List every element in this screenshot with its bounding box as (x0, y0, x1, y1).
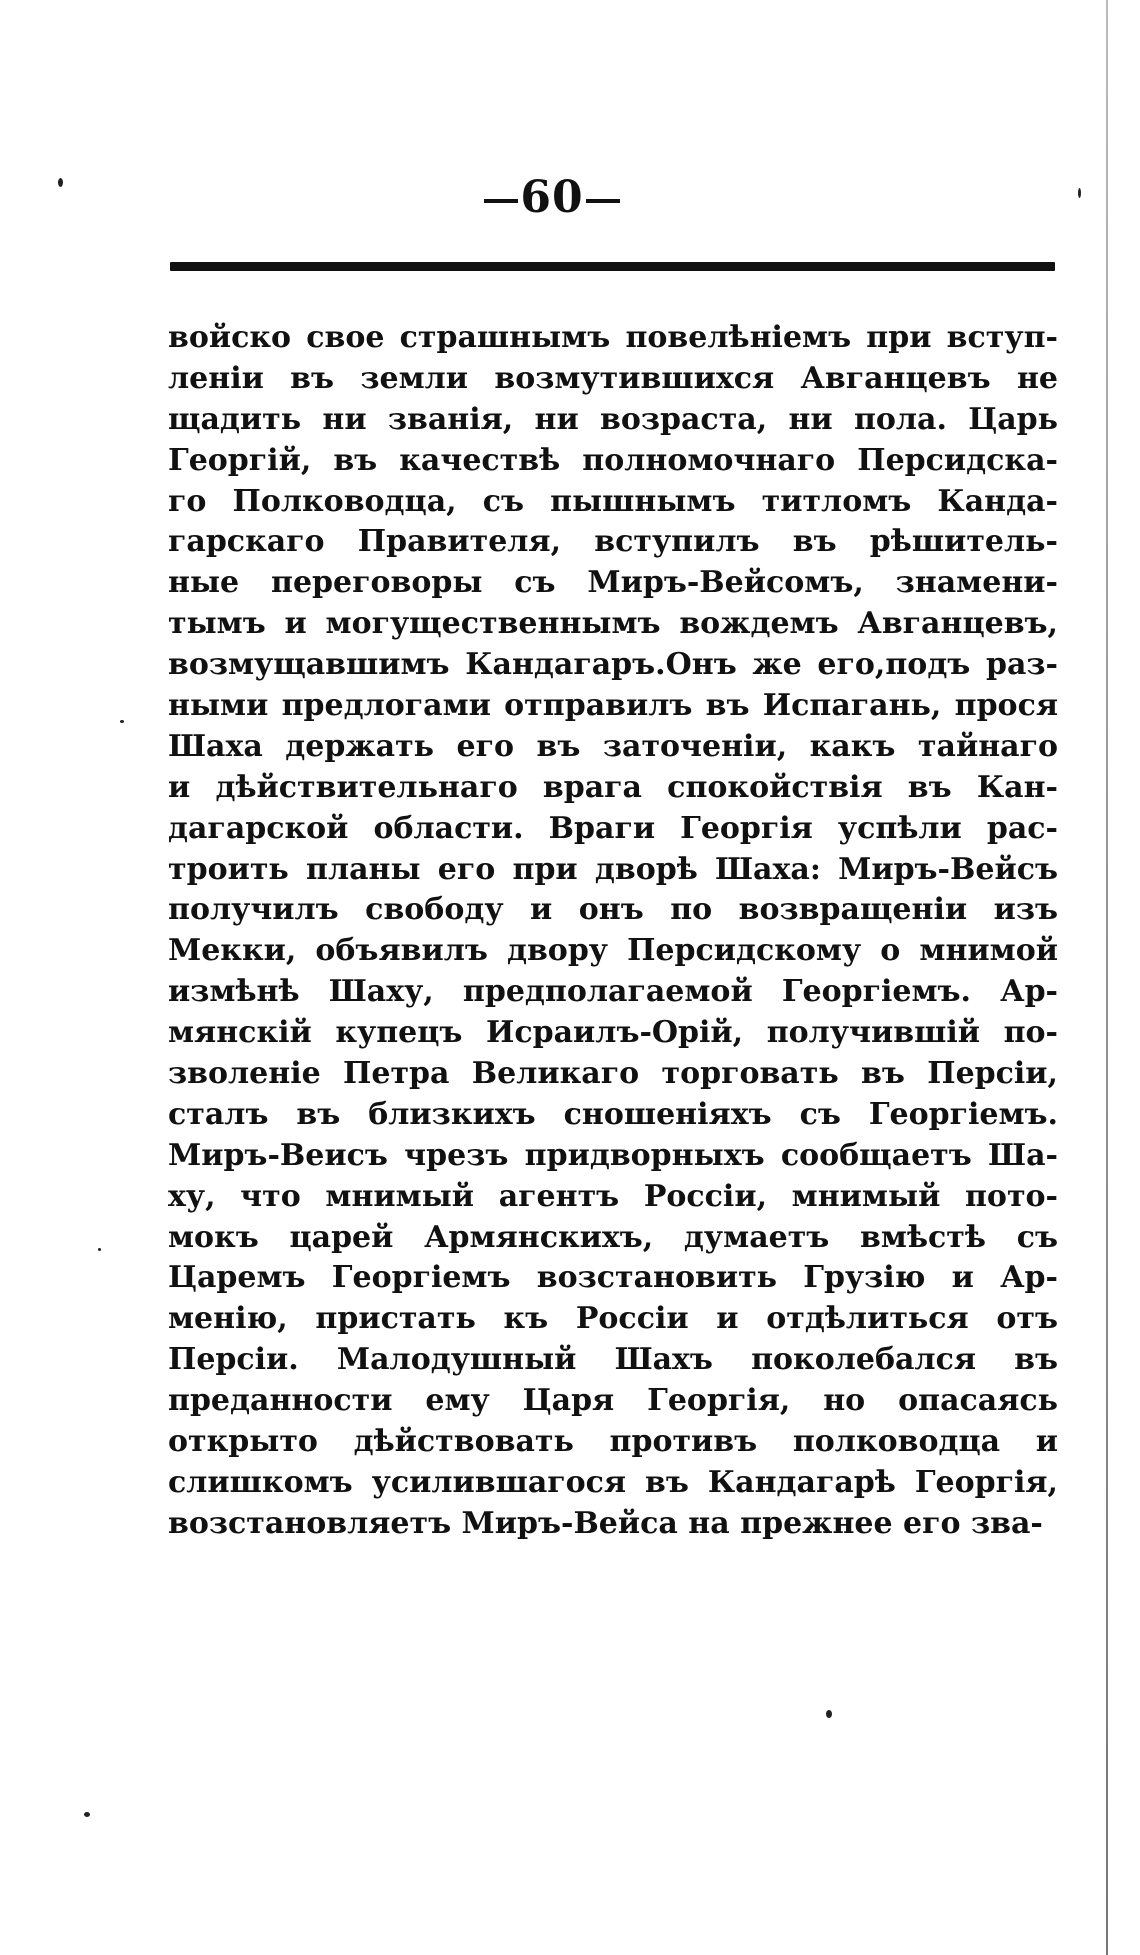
text-line: щадить ни званія, ни возраста, ни пола. Царь (168, 401, 1058, 437)
text-line: леніи въ земли возмутившихся Авганцевъ не (168, 360, 1058, 396)
text-line: Миръ-Веисъ чрезъ придворныхъ сообщаетъ Ша- (168, 1137, 1058, 1173)
paper-speck (98, 1248, 101, 1251)
text-line: открыто дѣйствовать противъ полководца и (168, 1424, 1058, 1460)
paper-speck (826, 1710, 832, 1718)
text-line: тымъ и могущественнымъ вождемъ Авганцевъ, (168, 606, 1058, 642)
text-line: зволеніе Петра Великаго торговать въ Персіи, (168, 1056, 1058, 1092)
text-line: получилъ свободу и онъ по возвращеніи изъ (168, 892, 1058, 928)
text-line: войско свое страшнымъ повелѣніемъ при вступ- (168, 320, 1058, 355)
text-line: Мекки, объявилъ двору Персидскому о мнимой (168, 933, 1058, 969)
text-line: менію, пристать къ Россіи и отдѣлиться отъ (168, 1301, 1058, 1337)
text-line: Георгій, въ качествѣ полномочнаго Персидска- (168, 442, 1058, 478)
text-line: возмущавшимъ Кандагаръ.Онъ же его,подъ раз- (168, 647, 1058, 683)
text-line: сталъ въ близкихъ сношеніяхъ съ Георгіемъ. (168, 1096, 1058, 1132)
text-line: мокъ царей Армянскихъ, думаетъ вмѣстѣ съ (168, 1219, 1058, 1255)
page-number-value: 60 (520, 172, 584, 223)
text-line: дагарской области. Враги Георгія успѣли рас- (168, 810, 1058, 846)
body-text (168, 318, 1058, 1545)
text-line: слишкомъ усилившагося въ Кандагарѣ Георгія, (168, 1464, 1058, 1500)
text-line: ные переговоры съ Миръ-Вейсомъ, знамени- (168, 565, 1058, 601)
page-number-dash-right (586, 199, 620, 203)
paper-speck (84, 1812, 90, 1817)
text-line: троить планы его при дворѣ Шаха: Миръ-Вейсъ (168, 851, 1058, 887)
text-line: го Полководца, съ пышнымъ титломъ Канда- (168, 483, 1058, 519)
paper-speck (1078, 188, 1081, 198)
text-line: Персіи. Малодушный Шахъ поколебался въ (168, 1342, 1058, 1378)
text-line: преданности ему Царя Георгія, но опасаясь (168, 1383, 1058, 1419)
text-line: гарскаго Правителя, вступилъ въ рѣшитель- (168, 524, 1058, 560)
paper-speck (120, 720, 124, 723)
paper-speck (58, 178, 63, 187)
page-edge-shadow (1106, 0, 1108, 1955)
text-line: и дѣйствительнаго врага спокойствія въ Кан- (168, 769, 1058, 805)
text-line: возстановляетъ Миръ-Вейса на прежнее его зва- (168, 1505, 1043, 1541)
text-line: ху, что мнимый агентъ Россіи, мнимый пото- (168, 1178, 1058, 1214)
text-line: Царемъ Георгіемъ возстановить Грузію и Ар- (168, 1260, 1058, 1296)
text-line: Шаха держать его въ заточеніи, какъ тайнаго (168, 728, 1058, 764)
header-rule (170, 262, 1055, 271)
text-line: мянскій купецъ Исраилъ-Орій, получившій по- (168, 1015, 1058, 1051)
page-number (0, 172, 1122, 223)
text-line: измѣнѣ Шаху, предполагаемой Георгіемъ. Ар- (168, 974, 1058, 1010)
text-line: ными предлогами отправилъ въ Испагань, прося (168, 688, 1058, 724)
page-number-dash-left (484, 199, 518, 203)
